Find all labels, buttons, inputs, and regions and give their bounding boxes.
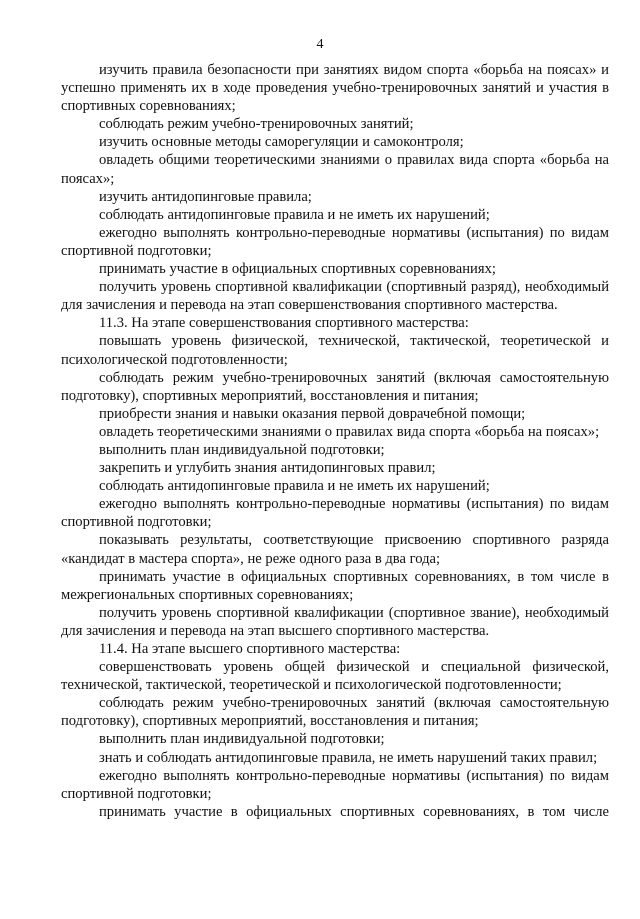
paragraph: принимать участие в официальных спортивных соревнованиях, в том числе в межрегиональных спортивных соревнованиях;	[61, 568, 609, 603]
paragraph: приобрести знания и навыки оказания первой доврачебной помощи;	[99, 405, 526, 422]
paragraph: принимать участие в официальных спортивных соревнованиях, в том числе	[99, 803, 609, 820]
paragraph: выполнить план индивидуальной подготовки;	[99, 441, 385, 458]
paragraph: повышать уровень физической, технической, тактической, теоретической и психологической подготовленности;	[61, 333, 609, 368]
paragraph: изучить антидопинговые правила;	[99, 188, 312, 205]
paragraph: овладеть общими теоретическими знаниями о правилах вида спорта «борьба на поясах»;	[61, 152, 609, 187]
paragraph: изучить основные методы саморегуляции и самоконтроля;	[99, 134, 464, 151]
section-heading: 11.3. На этапе совершенствования спортивного мастерства:	[99, 315, 469, 332]
page-number: 4	[316, 37, 324, 52]
paragraph: получить уровень спортивной квалификации (спортивный разряд), необходимый для зачисления и перевода на этап совершенствования спортивного мастерства.	[61, 279, 609, 314]
paragraph: соблюдать режим учебно-тренировочных занятий (включая самостоятельную подготовку), спортивных мероприятий, восстановления и питания;	[61, 369, 609, 404]
paragraph: ежегодно выполнять контрольно-переводные нормативы (испытания) по видам спортивной подготовки;	[61, 224, 609, 259]
paragraph: совершенствовать уровень общей физической и специальной физической, технической, тактической, теоретической и психологической подготовленности;	[61, 659, 609, 694]
paragraph: изучить правила безопасности при занятиях видом спорта «борьба на поясах» и успешно применять их в ходе проведения учебно-тренировочных занятий и участия в спортивных соревнованиях;	[61, 62, 609, 115]
paragraph: показывать результаты, соответствующие присвоению спортивного разряда «кандидат в мастера спорта», не реже одного раза в два года;	[61, 532, 609, 567]
paragraph: овладеть теоретическими знаниями о правилах вида спорта «борьба на поясах»;	[99, 423, 600, 440]
paragraph: закрепить и углубить знания антидопинговых правил;	[99, 460, 436, 477]
paragraph: ежегодно выполнять контрольно-переводные нормативы (испытания) по видам спортивной подготовки;	[61, 496, 609, 531]
paragraph: соблюдать режим учебно-тренировочных занятий (включая самостоятельную подготовку), спортивных мероприятий, восстановления и питания;	[61, 695, 609, 730]
paragraph: соблюдать антидопинговые правила и не иметь их нарушений;	[99, 478, 490, 495]
paragraph: принимать участие в официальных спортивных соревнованиях;	[99, 261, 496, 278]
paragraph: ежегодно выполнять контрольно-переводные нормативы (испытания) по видам спортивной подготовки;	[61, 767, 609, 802]
paragraph: соблюдать режим учебно-тренировочных занятий;	[99, 116, 414, 133]
paragraph: соблюдать антидопинговые правила и не иметь их нарушений;	[99, 206, 490, 223]
paragraph: знать и соблюдать антидопинговые правила, не иметь нарушений таких правил;	[99, 749, 598, 766]
paragraph: выполнить план индивидуальной подготовки;	[99, 731, 385, 748]
paragraph: получить уровень спортивной квалификации (спортивное звание), необходимый для зачисления и перевода на этап высшего спортивного мастерства.	[61, 604, 609, 639]
document-body	[61, 61, 609, 821]
section-heading: 11.4. На этапе высшего спортивного мастерства:	[99, 641, 401, 657]
